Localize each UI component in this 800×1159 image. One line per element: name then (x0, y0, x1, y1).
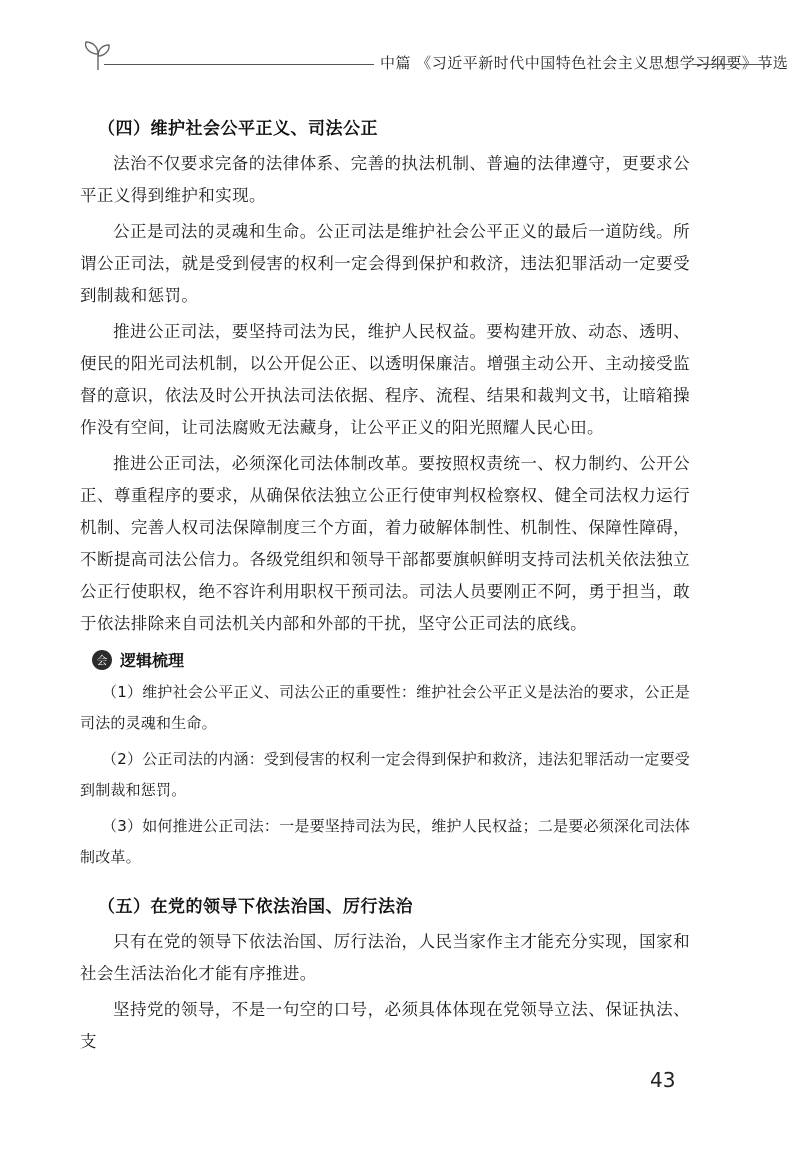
page-header (80, 36, 789, 80)
header-rule-left (104, 64, 374, 65)
section-5-paragraph: 坚持党的领导，不是一句空的口号，必须具体体现在党领导立法、保证执法、支 (80, 1000, 690, 1051)
section-4-paragraph: 法治不仅要求完备的法律体系、完善的执法机制、普遍的法律遵守，更要求公平正义得到维护和实现。 (80, 154, 690, 205)
logic-item: （2）公正司法的内涵：受到侵害的权利一定会得到保护和救济，违法犯罪活动一定要受到制裁和惩罚。 (80, 750, 690, 799)
page-content (80, 114, 690, 1062)
logic-item: （3）如何推进公正司法：一是要坚持司法为民，维护人民权益；二是要必须深化司法体制改革。 (80, 817, 690, 866)
section-4-paragraph: 推进公正司法，必须深化司法体制改革。要按照权责统一、权力制约、公开公正、尊重程序的要求，从确保依法独立公正行使审判权检察权、健全司法权力运行机制、完善人权司法保障制度三个方面，着力破解体制性、机制性、保障性障碍，不断提高司法公信力。各级党组织和领导干部都要旗帜鲜明支持司法机关依法独立公正行使职权，绝不容许利用职权干预司法。司法人员要刚正不阿，勇于担当，敢于依法排除来自司法机关内部和外部的干扰，坚守公正司法的底线。 (80, 454, 690, 633)
section-4-title: （四）维护社会公平正义、司法公正 (98, 119, 378, 139)
logic-item: （1）维护社会公平正义、司法公正的重要性：维护社会公平正义是法治的要求，公正是司法的灵魂和生命。 (80, 683, 690, 732)
header-rule-right (692, 64, 772, 65)
sprout-icon (80, 36, 116, 76)
logic-badge-icon: 会 (92, 650, 112, 670)
section-5-paragraph: 只有在党的领导下依法治国、厉行法治，人民当家作主才能充分实现，国家和社会生活法治化才能有序推进。 (80, 932, 690, 983)
section-4-paragraph: 推进公正司法，要坚持司法为民，维护人民权益。要构建开放、动态、透明、便民的阳光司法机制，以公开促公正、以透明保廉洁。增强主动公开、主动接受监督的意识，依法及时公开执法司法依据、程序、流程、结果和裁判文书，让暗箱操作没有空间，让司法腐败无法藏身，让公平正义的阳光照耀人民心田。 (80, 322, 690, 437)
page-number: 43 (650, 1068, 676, 1092)
section-5-title: （五）在党的领导下依法治国、厉行法治 (98, 897, 413, 917)
logic-summary-header (92, 648, 690, 671)
header-title: 中篇 《习近平新时代中国特色社会主义思想学习纲要》节选 (380, 54, 789, 72)
section-4-paragraph: 公正是司法的灵魂和生命。公正司法是维护社会公平正义的最后一道防线。所谓公正司法，就是受到侵害的权利一定会得到保护和救济，违法犯罪活动一定要受到制裁和惩罚。 (80, 222, 690, 305)
logic-summary-label: 逻辑梳理 (120, 651, 185, 670)
